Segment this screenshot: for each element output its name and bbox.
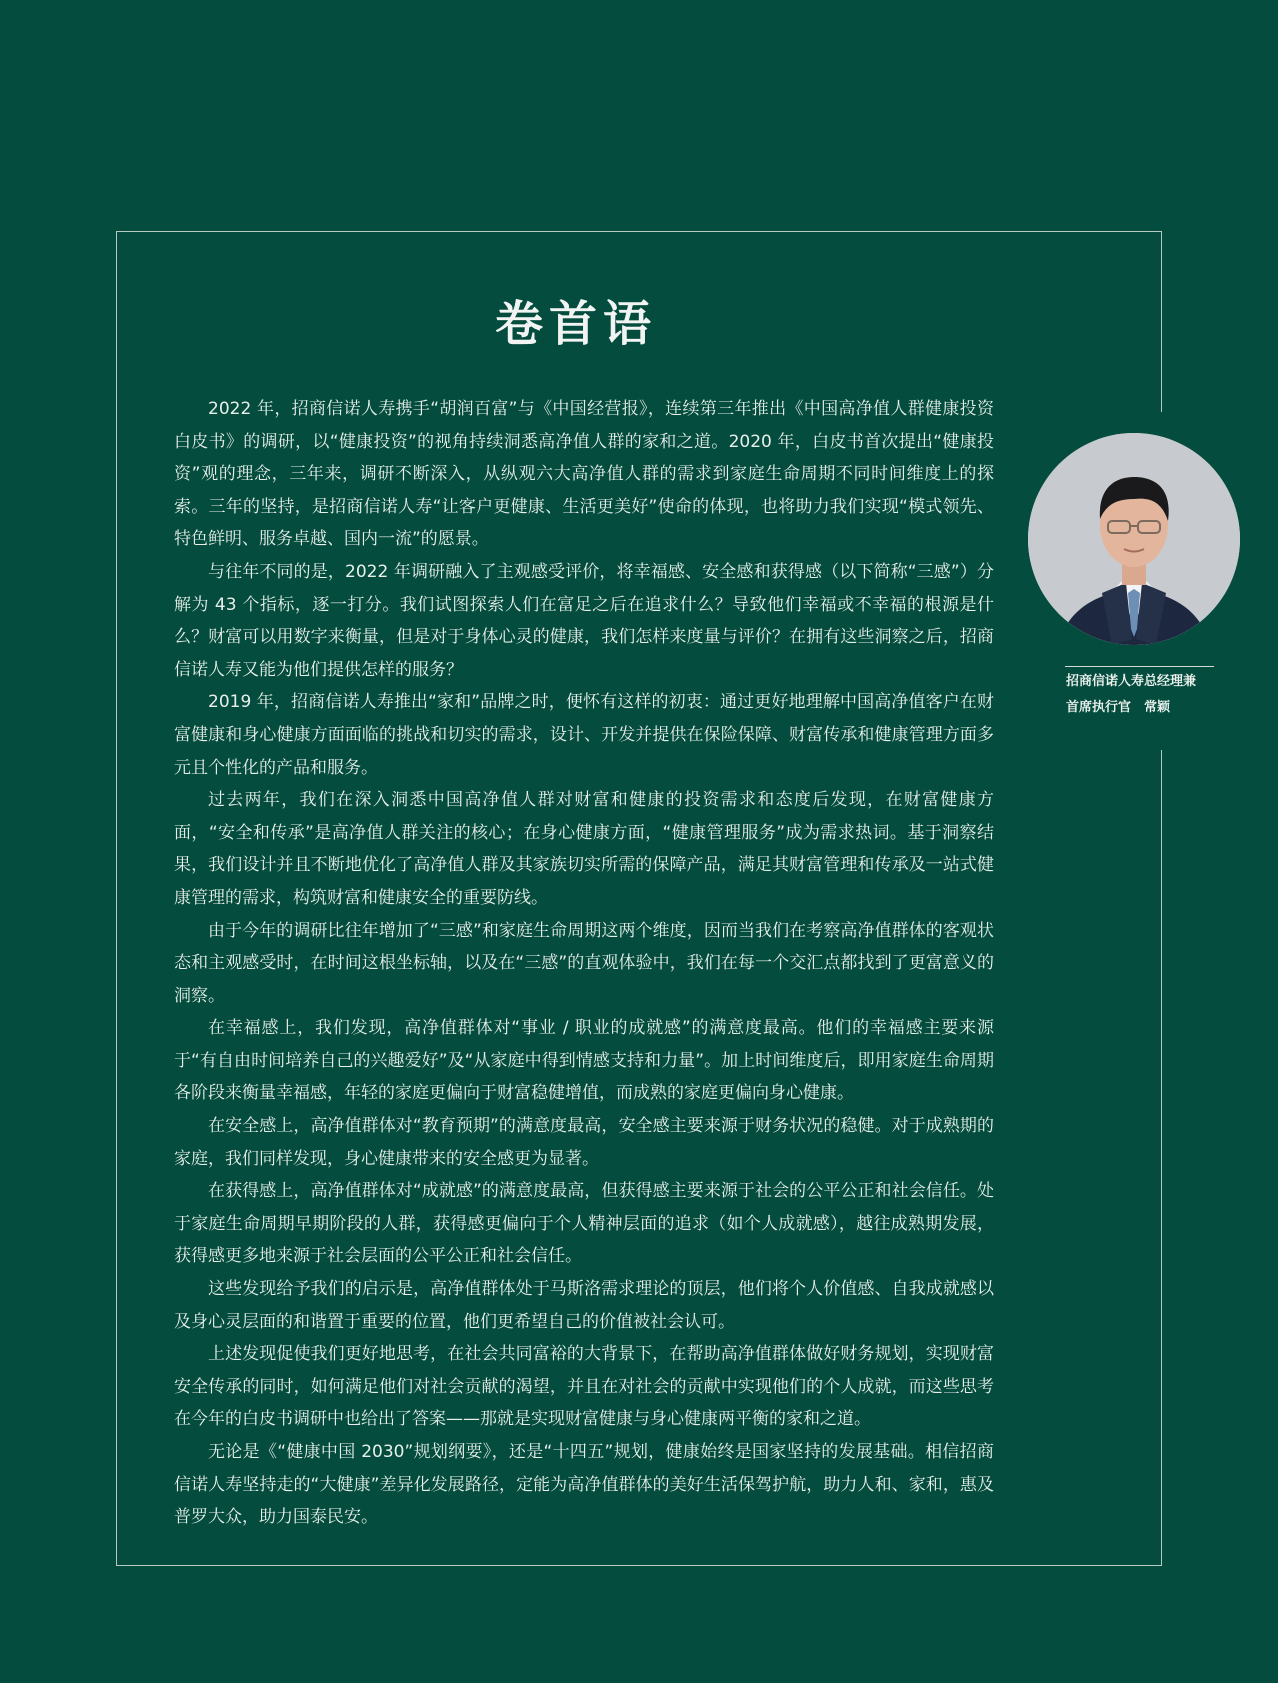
paragraph-3: 2019 年，招商信诺人寿推出“家和”品牌之时，便怀有这样的初衷：通过更好地理解中国高净值客户在财富健康和身心健康方面面临的挑战和切实的需求，设计、开发并提供在保险保障、财富传承和健康管理方面多元且个性化的产品和服务。 [174,692,994,778]
paragraph-5: 由于今年的调研比往年增加了“三感”和家庭生命周期这两个维度，因而当我们在考察高净值群体的客观状态和主观感受时，在时间这根坐标轴，以及在“三感”的直观体验中，我们在每一个交汇点都找到了更富意义的洞察。 [174,920,994,1006]
page-title: 卷首语 [494,296,657,352]
paragraph-10: 上述发现促使我们更好地思考，在社会共同富裕的大背景下，在帮助高净值群体做好财务规划，实现财富安全传承的同时，如何满足他们对社会贡献的渴望，并且在对社会的贡献中实现他们的个人成就，而这些思考在今年的白皮书调研中也给出了答案——那就是实现财富健康与身心健康两平衡的家和之道。 [174,1344,994,1430]
article-body [174,393,994,1534]
paragraph-2: 与往年不同的是，2022 年调研融入了主观感受评价，将幸福感、安全感和获得感（以下简称“三感”）分解为 43 个指标，逐一打分。我们试图探索人们在富足之后在追求什么？导致他们幸福或不幸福的根源是什么？财富可以用数字来衡量，但是对于身体心灵的健康，我们怎样来度量与评价？在拥有这些洞察之后，招商信诺人寿又能为他们提供怎样的服务？ [174,561,994,680]
paragraph-11: 无论是《“健康中国 2030”规划纲要》，还是“十四五”规划，健康始终是国家坚持的发展基础。相信招商信诺人寿坚持走的“大健康”差异化发展路径，定能为高净值群体的美好生活保驾护航，助力人和、家和，惠及普罗大众，助力国泰民安。 [174,1442,994,1528]
executive-portrait [1028,433,1240,645]
paragraph-7: 在安全感上，高净值群体对“教育预期”的满意度最高，安全感主要来源于财务状况的稳健。对于成熟期的家庭，我们同样发现，身心健康带来的安全感更为显著。 [174,1116,994,1169]
paragraph-9: 这些发现给予我们的启示是，高净值群体处于马斯洛需求理论的顶层，他们将个人价值感、自我成就感以及身心灵层面的和谐置于重要的位置，他们更希望自己的价值被社会认可。 [174,1279,994,1332]
paragraph-8: 在获得感上，高净值群体对“成就感”的满意度最高，但获得感主要来源于社会的公平公正和社会信任。处于家庭生命周期早期阶段的人群，获得感更偏向于个人精神层面的追求（如个人成就感），越往成熟期发展，获得感更多地来源于社会层面的公平公正和社会信任。 [174,1181,994,1267]
portrait-caption [1066,669,1236,721]
paragraph-6: 在幸福感上，我们发现，高净值群体对“事业 / 职业的成就感”的满意度最高。他们的幸福感主要来源于“有自由时间培养自己的兴趣爱好”及“从家庭中得到情感支持和力量”。加上时间维度后，即用家庭生命周期各阶段来衡量幸福感，年轻的家庭更偏向于财富稳健增值，而成熟的家庭更偏向身心健康。 [174,1018,994,1104]
caption-name: 首席执行官 常颖 [1066,700,1171,715]
paragraph-1: 2022 年，招商信诺人寿携手“胡润百富”与《中国经营报》，连续第三年推出《中国高净值人群健康投资白皮书》的调研，以“健康投资”的视角持续洞悉高净值人群的家和之道。2020 年，白皮书首次提出“健康投资”观的理念，三年来，调研不断深入，从纵观六大高净值人群的需求到家庭生命周期不同时间维度上的探索。三年的坚持，是招商信诺人寿“让客户更健康、生活更美好”使命的体现，也将助力我们实现“模式领先、特色鲜明、服务卓越、国内一流”的愿景。 [174,399,994,550]
portrait-illustration [1028,433,1240,645]
paragraph-4: 过去两年，我们在深入洞悉中国高净值人群对财富和健康的投资需求和态度后发现，在财富健康方面，“安全和传承”是高净值人群关注的核心；在身心健康方面，“健康管理服务”成为需求热词。基于洞察结果，我们设计并且不断地优化了高净值人群及其家族切实所需的保障产品，满足其财富管理和传承及一站式健康管理的需求，构筑财富和健康安全的重要防线。 [174,790,994,908]
caption-title: 招商信诺人寿总经理兼 [1066,674,1197,689]
caption-divider [1065,666,1214,667]
